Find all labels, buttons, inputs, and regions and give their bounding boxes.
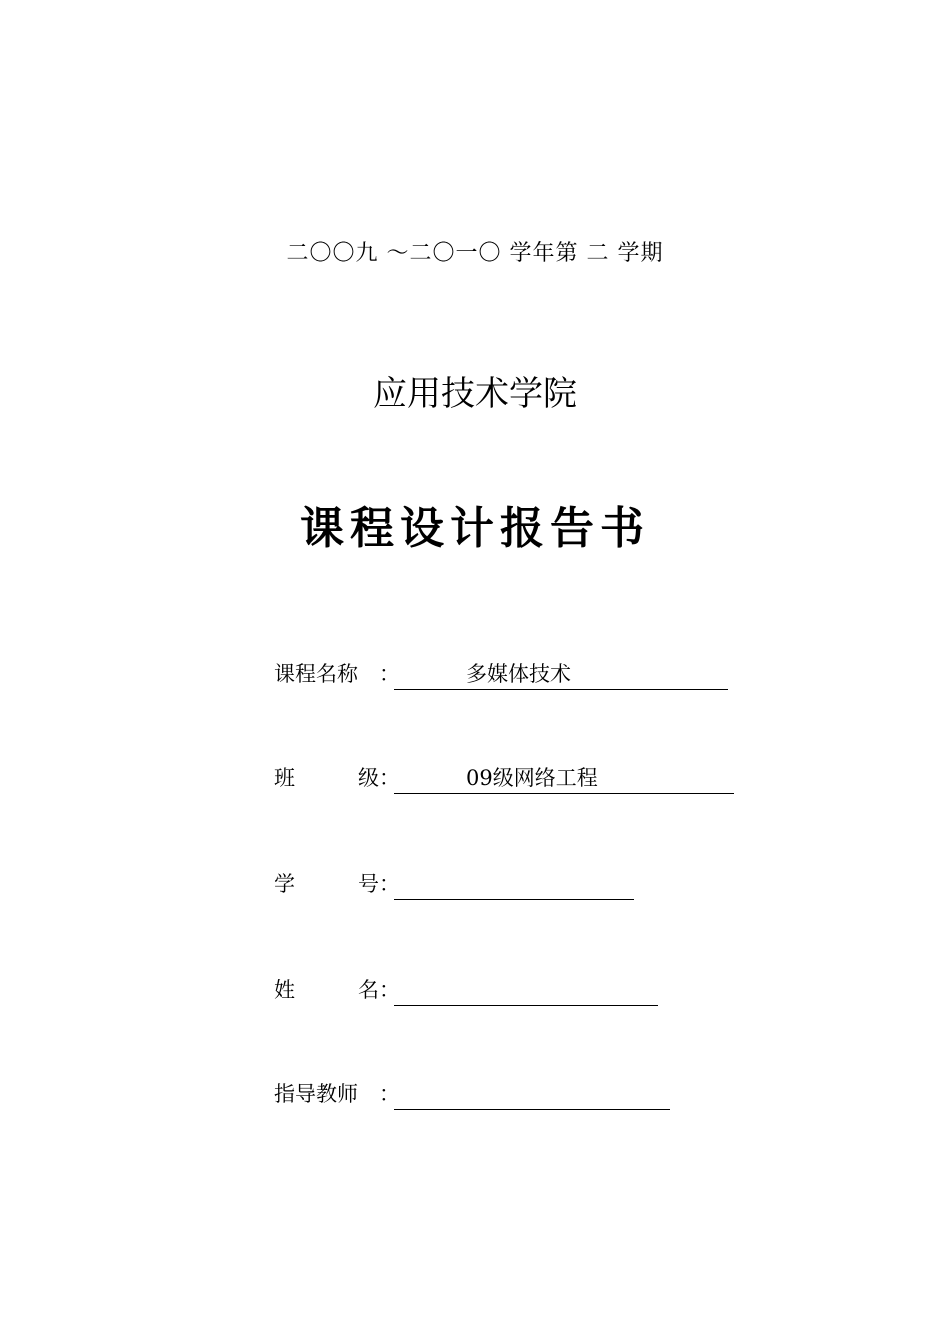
class-label-a: 班 [274, 766, 295, 790]
course-name-line[interactable] [394, 659, 728, 690]
student-id-label [274, 868, 379, 900]
name-label-a: 姓 [274, 978, 295, 1002]
name-line[interactable] [394, 975, 658, 1006]
advisor-line[interactable] [394, 1079, 670, 1110]
class-colon: ： [379, 766, 400, 790]
class-line[interactable] [394, 763, 734, 794]
student-id-colon: ： [379, 872, 400, 896]
student-id-label-a: 学 [274, 872, 295, 896]
name-colon: ： [379, 978, 400, 1002]
name-label-b: 名 [358, 978, 379, 1002]
class-label-b: 级 [358, 766, 379, 790]
advisor-colon: ： [379, 1082, 400, 1106]
course-name-label: 课程名称 [274, 662, 358, 686]
advisor-label: 指导教师 [274, 1082, 358, 1106]
name-field [274, 974, 658, 1006]
course-name-field [274, 658, 728, 690]
course-name-value: 多媒体技术 [466, 662, 571, 686]
name-label [274, 974, 379, 1006]
student-id-field [274, 868, 634, 900]
semester-line: 二〇〇九 ～二〇一〇 学年第 二 学期 [286, 241, 664, 266]
college-name: 应用技术学院 [373, 374, 577, 414]
advisor-field [274, 1078, 670, 1110]
class-value: 09级网络工程 [466, 766, 598, 790]
class-label [274, 762, 379, 794]
class-field [274, 762, 734, 794]
course-name-colon: ： [379, 662, 400, 686]
report-title: 课程设计报告书 [300, 503, 650, 554]
student-id-label-b: 号 [358, 872, 379, 896]
student-id-line[interactable] [394, 869, 634, 900]
